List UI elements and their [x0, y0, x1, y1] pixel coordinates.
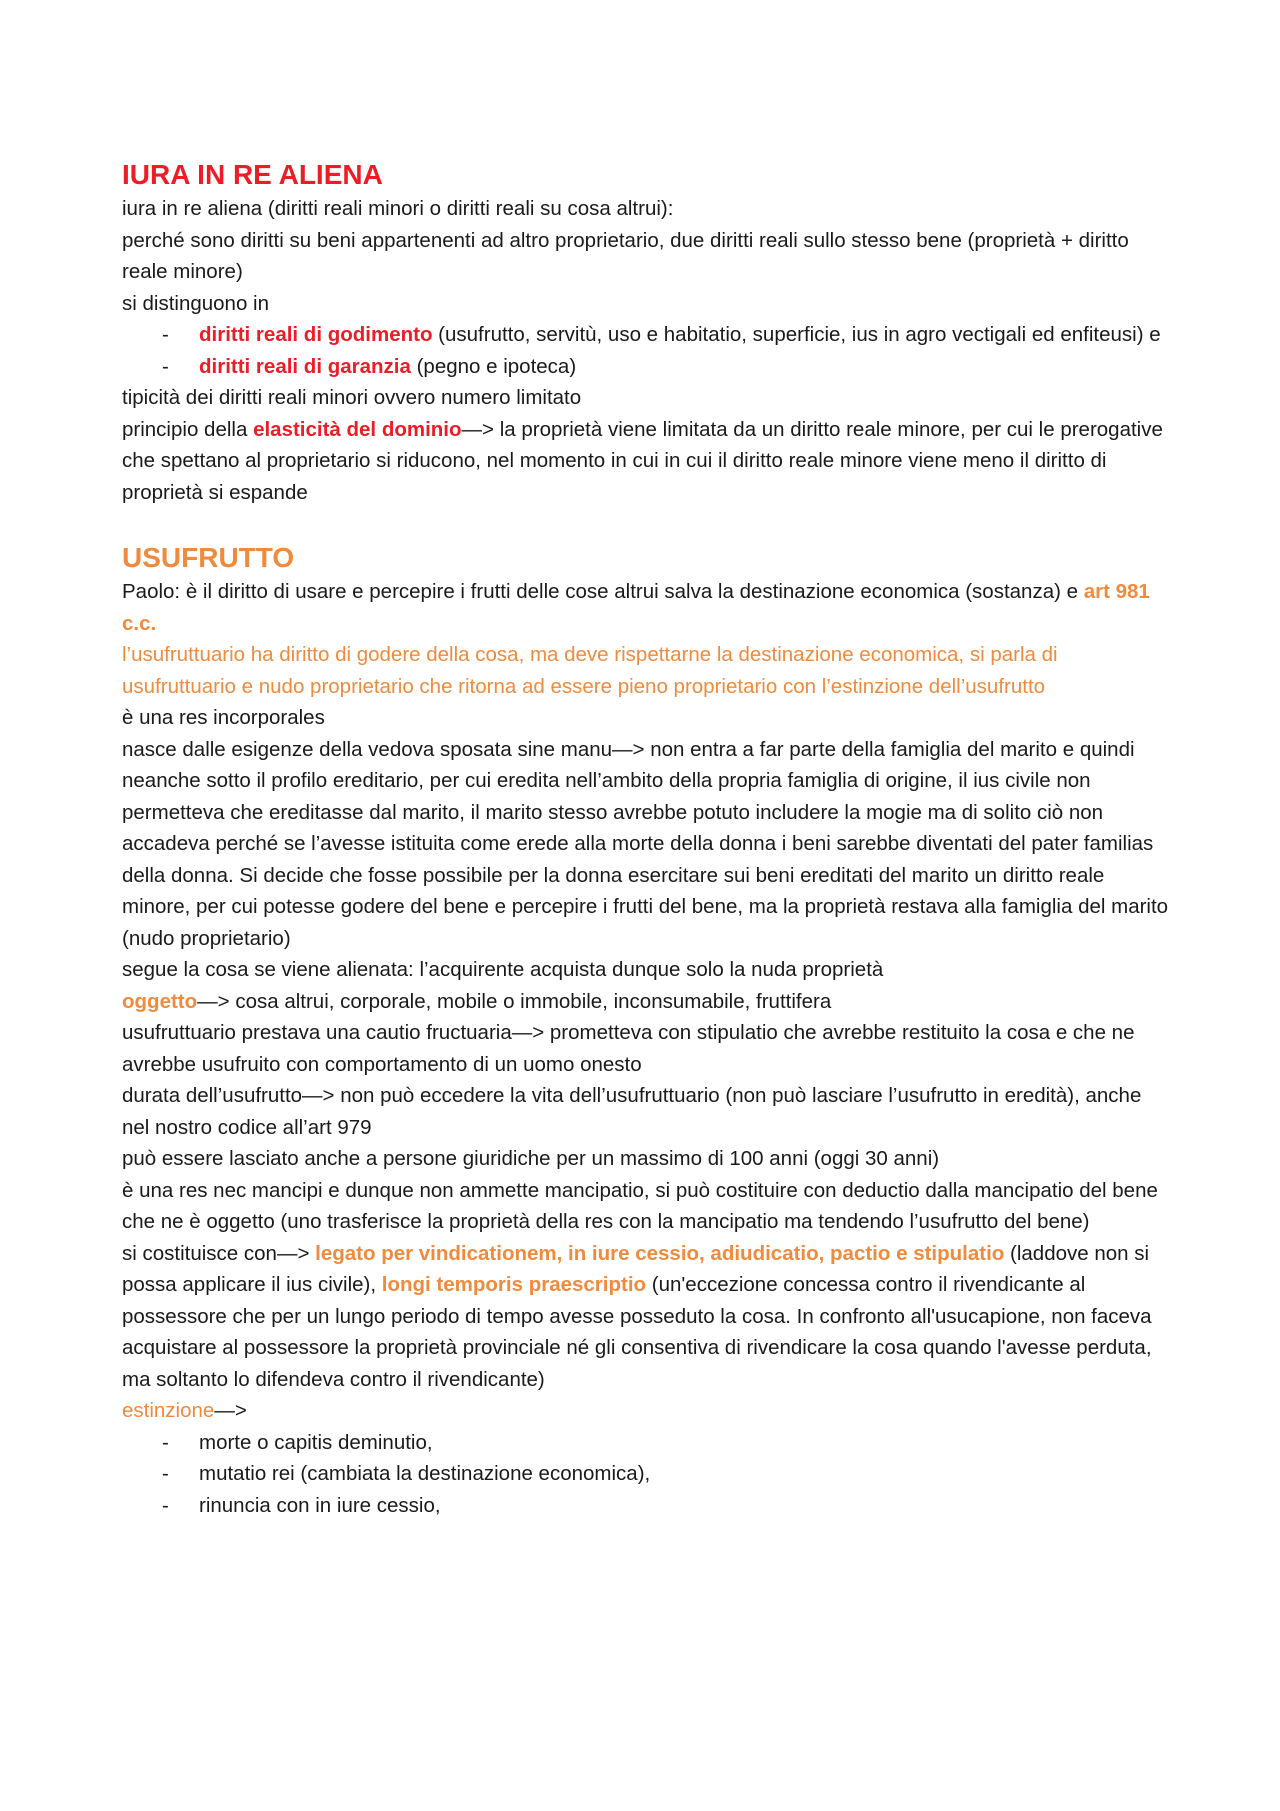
text: (un'eccezione concessa contro il rivendicante al possessore che per un lungo periodo di tempo avesse posseduto la cosa. In confronto all'usucapione, non faceva acquistare al possessore la proprietà provinciale né gli consentiva di rivendicare la cosa quando l'avesse perduta, ma soltanto lo difendeva contro il rivendicante) — [122, 1273, 1152, 1391]
paragraph — [122, 1395, 1172, 1427]
bold-term: diritti reali di godimento — [199, 323, 433, 346]
text: principio della — [122, 417, 254, 441]
heading-iura-in-re-aliena: IURA IN RE ALIENA — [122, 159, 383, 190]
bold-term: art 981 c.c. — [122, 580, 1150, 635]
dash-bullet: - — [162, 1462, 169, 1485]
item-text: morte o capitis deminutio, — [199, 1430, 433, 1454]
bullet-list-diritti — [122, 319, 1172, 382]
paragraph: si distinguono in — [122, 291, 270, 315]
paragraph: perché sono diritti su beni appartenenti ad altro proprietario, due diritti reali sullo stesso bene (proprietà + diritto reale minore) — [122, 228, 1129, 283]
text: si costituisce con—> — [122, 1241, 316, 1265]
paragraph: tipicità dei diritti reali minori ovvero numero limitato — [122, 386, 582, 409]
paragraph — [122, 986, 1172, 1018]
paragraph: è una res incorporales — [122, 706, 325, 729]
orange-term: estinzione — [122, 1399, 215, 1422]
text: (laddove non si possa applicare il ius civile), — [122, 1241, 1150, 1296]
item-text: (pegno e ipoteca) — [410, 354, 577, 378]
item-text: mutatio rei (cambiata la destinazione economica), — [199, 1462, 651, 1485]
list-item — [122, 1458, 1172, 1490]
item-text: (usufrutto, servitù, uso e habitatio, superficie, ius in agro vectigali ed enfiteusi) e — [432, 323, 1161, 346]
spacer — [122, 508, 1172, 540]
text: —> la proprietà viene limitata da un diritto reale minore, per cui le prerogative che spettano al proprietario si riducono, nel momento in cui in cui il diritto reale minore viene meno il diritto di proprietà si espande — [122, 417, 1163, 504]
list-item — [122, 1427, 1172, 1459]
paragraph: può essere lasciato anche a persone giuridiche per un massimo di 100 anni (oggi 30 anni) — [122, 1147, 940, 1170]
paragraph: è una res nec mancipi e dunque non ammette mancipatio, si può costituire con deductio dalla mancipatio del bene che ne è oggetto (uno trasferisce la proprietà della res con la mancipatio ma tendendo l’usufrutto del bene) — [122, 1178, 1158, 1233]
item-text: rinuncia con in iure cessio, — [199, 1493, 441, 1517]
dash-bullet: - — [162, 354, 169, 378]
bold-term: diritti reali di garanzia — [199, 354, 411, 378]
paragraph — [122, 1238, 1172, 1396]
paragraph — [122, 576, 1172, 639]
text: —> cosa altrui, corporale, mobile o immobile, inconsumabile, fruttifera — [197, 989, 832, 1013]
paragraph: durata dell’usufrutto—> non può eccedere la vita dell’usufruttuario (non può lasciare l’usufrutto in eredità), anche nel nostro codice all’art 979 — [122, 1084, 1142, 1139]
paragraph: iura in re aliena (diritti reali minori o diritti reali su cosa altrui): — [122, 197, 674, 220]
bold-term: oggetto — [122, 989, 198, 1013]
dash-bullet: - — [162, 1493, 169, 1517]
paragraph: nasce dalle esigenze della vedova sposata sine manu—> non entra a far parte della famiglia del marito e quindi neanche sotto il profilo ereditario, per cui eredita nell’ambito della propria famiglia di origine, il ius civile non permetteva che ereditasse dal marito, il marito stesso avrebbe potuto includere la mogie ma di solito ciò non accadeva perché se l’avesse istituita come erede alla morte della donna i beni sarebbe diventati del pater familias della donna. Si decide che fosse possibile per la donna esercitare sui beni ereditati del marito un diritto reale minore, per cui potesse godere del bene e percepire i frutti del bene, ma la proprietà restava alla famiglia del marito (nudo proprietario) — [122, 737, 1169, 950]
text: —> — [214, 1399, 247, 1422]
dash-bullet: - — [162, 1430, 169, 1454]
bold-term: legato per vindicationem, in iure cessio, adiudicatio, pactio e stipulatio — [315, 1241, 1005, 1265]
dash-bullet: - — [162, 323, 169, 346]
paragraph-orange: l’usufruttuario ha diritto di godere della cosa, ma deve rispettarne la destinazione economica, si parla di usufruttuario e nudo proprietario che ritorna ad essere pieno proprietario con l’estinzione dell’usufrutto — [122, 643, 1058, 698]
list-item — [122, 1490, 1172, 1522]
paragraph: segue la cosa se viene alienata: l’acquirente acquista dunque solo la nuda proprietà — [122, 958, 884, 981]
bold-term: elasticità del dominio — [253, 417, 462, 441]
list-item — [122, 351, 1172, 383]
heading-usufrutto: USUFRUTTO — [122, 542, 295, 573]
bullet-list-estinzione — [122, 1427, 1172, 1522]
text: Paolo: è il diritto di usare e percepire i frutti delle cose altrui salva la destinazione economica (sostanza) e — [122, 580, 1084, 603]
list-item — [122, 319, 1172, 351]
paragraph: usufruttuario prestava una cautio fructuaria—> prometteva con stipulatio che avrebbe restituito la cosa e che ne avrebbe usufruito con comportamento di un uomo onesto — [122, 1021, 1135, 1076]
paragraph — [122, 414, 1172, 509]
bold-term: longi temporis praescriptio — [381, 1273, 647, 1296]
document-page — [122, 157, 1172, 1521]
